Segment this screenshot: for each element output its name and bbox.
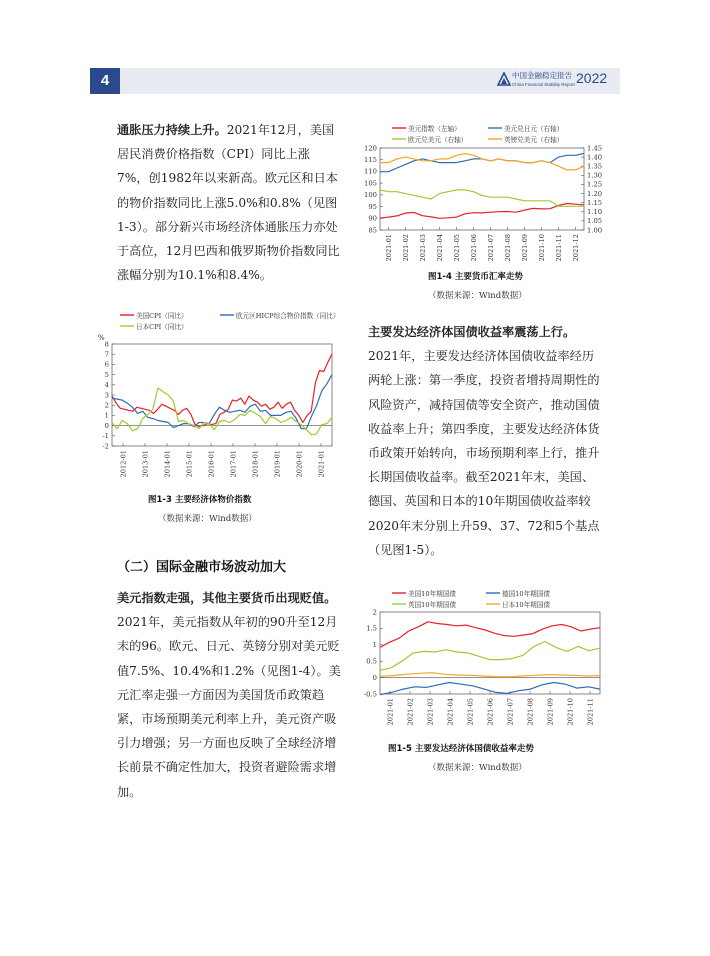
x-tick-label: 2021-12 bbox=[571, 234, 580, 262]
y-right-tick-label: 1.15 bbox=[587, 198, 603, 207]
paragraph-lead: 主要发达经济体国债收益率震荡上行。 bbox=[368, 325, 576, 339]
x-tick-label: 2012-01 bbox=[119, 450, 128, 478]
x-tick-label: 2021-11 bbox=[586, 698, 595, 726]
x-tick-label: 2021-10 bbox=[537, 234, 546, 262]
y-tick-label: 115 bbox=[364, 156, 377, 165]
x-tick-label: 2013-01 bbox=[141, 450, 150, 478]
x-tick-label: 2015-01 bbox=[185, 450, 194, 478]
x-tick-label: 2021-01 bbox=[317, 450, 326, 478]
x-tick-label: 2017-01 bbox=[229, 450, 238, 478]
x-tick-label: 2021-07 bbox=[506, 698, 515, 726]
x-tick-label: 2021-05 bbox=[466, 698, 475, 726]
y-tick-label: 0 bbox=[104, 421, 109, 430]
figure-title: 图1-3 主要经济体物价指数 bbox=[148, 495, 252, 505]
y-tick-label: 6 bbox=[104, 360, 109, 369]
legend-label: 美国10年期国债 bbox=[408, 590, 456, 598]
y-right-tick-label: 1.45 bbox=[587, 144, 603, 153]
paragraph-inflation bbox=[117, 118, 341, 287]
y-tick-label: 110 bbox=[364, 167, 377, 176]
x-tick-label: 2016-01 bbox=[207, 450, 216, 478]
y-tick-label: 105 bbox=[364, 179, 377, 188]
y-tick-label: 2 bbox=[104, 401, 109, 410]
series-line bbox=[112, 388, 332, 435]
y-right-tick-label: 1.35 bbox=[587, 162, 603, 171]
series-line bbox=[380, 673, 600, 677]
plot-frame bbox=[112, 344, 332, 446]
y-tick-label: 0 bbox=[372, 673, 377, 682]
legend-label: 美元兑日元（右轴） bbox=[504, 125, 564, 133]
header-title-en: China Financial Stability Report bbox=[512, 82, 575, 87]
series-line bbox=[380, 642, 600, 671]
y-axis-label: % bbox=[98, 334, 105, 342]
x-tick-label: 2019-01 bbox=[273, 450, 282, 478]
x-tick-label: 2021-11 bbox=[554, 234, 563, 262]
paragraph-body: 2021年，主要发达经济体国债收益率经历两轮上涨：第一季度，投资者增持周期性的风险资产，减持国债等安全资产，推动国债收益率上升；第四季度，主要发达经济体货币政策开始转向，市场预期利率上行，推升长期国债收益率。截至2021年末，美国、德国、英国和日本的10年期国债收益率较2020年末分别上升59、37、72和5个基点（见图1-5）。 bbox=[368, 349, 600, 557]
paragraph-body: 2021年12月，美国居民消费价格指数（CPI）同比上涨7%，创1982年以来新高。欧元区和日本的物价指数同比上涨5.0%和0.8%（见图1-3）。部分新兴市场经济体通胀压力亦处于高位，12月巴西和俄罗斯物价指数同比涨幅分别为10.1%和8.4%。 bbox=[117, 123, 340, 283]
x-tick-label: 2021-02 bbox=[406, 698, 415, 726]
paragraph-body: 2021年，美元指数从年初的90升至12月末的96。欧元、日元、英镑分别对美元贬值7.5%、10.4%和1.2%（见图1-4）。美元汇率走强一方面因为美国货币政策趋紧，市场预期美元利率上升，美元资产吸引力增强；另一方面也反映了全球经济增长前景不确定性加大，投资者避险需求增加。 bbox=[117, 615, 341, 799]
legend-label: 英镑兑美元（右轴） bbox=[504, 136, 564, 144]
figure-source: （数据来源：Wind数据） bbox=[428, 291, 527, 301]
y-tick-label: 1 bbox=[372, 641, 377, 650]
figure-source: （数据来源：Wind数据） bbox=[158, 514, 257, 524]
x-tick-label: 2021-01 bbox=[386, 698, 395, 726]
paragraph-dollar bbox=[117, 586, 341, 804]
y-tick-label: 85 bbox=[368, 226, 377, 235]
x-tick-label: 2020-01 bbox=[295, 450, 304, 478]
y-tick-label: -1 bbox=[102, 432, 109, 441]
chart-fig1-5 bbox=[360, 588, 614, 734]
legend-label: 日本10年期国债 bbox=[502, 601, 550, 609]
figure-title: 图1-4 主要货币汇率走势 bbox=[428, 272, 523, 282]
legend-label: 欧元兑美元（右轴） bbox=[408, 136, 468, 144]
y-tick-label: 3 bbox=[104, 391, 109, 400]
y-right-tick-label: 1.25 bbox=[587, 180, 603, 189]
x-tick-label: 2021-04 bbox=[435, 234, 444, 262]
y-tick-label: 1.5 bbox=[366, 624, 377, 633]
y-tick-label: -2 bbox=[102, 442, 109, 451]
y-tick-label: 2 bbox=[372, 608, 377, 617]
series-line bbox=[380, 622, 600, 648]
y-right-tick-label: 1.10 bbox=[587, 208, 603, 217]
x-tick-label: 2021-07 bbox=[486, 234, 495, 262]
x-tick-label: 2021-09 bbox=[520, 234, 529, 262]
series-line bbox=[380, 154, 584, 172]
x-tick-label: 2021-05 bbox=[452, 234, 461, 262]
legend-label: 英国10年期国债 bbox=[408, 601, 456, 609]
x-tick-label: 2021-01 bbox=[384, 234, 393, 262]
y-right-tick-label: 1.00 bbox=[587, 226, 603, 235]
x-tick-label: 2021-10 bbox=[566, 698, 575, 726]
y-tick-label: 1 bbox=[104, 411, 109, 420]
x-tick-label: 2021-09 bbox=[546, 698, 555, 726]
x-tick-label: 2021-08 bbox=[503, 234, 512, 262]
x-tick-label: 2021-03 bbox=[418, 234, 427, 262]
paragraph-bond-yields bbox=[368, 320, 602, 562]
chart-fig1-4 bbox=[360, 118, 614, 270]
x-tick-label: 2021-03 bbox=[426, 698, 435, 726]
section-heading: （二）国际金融市场波动加大 bbox=[117, 560, 287, 575]
y-tick-label: 95 bbox=[368, 202, 377, 211]
x-tick-label: 2021-06 bbox=[469, 234, 478, 262]
x-tick-label: 2018-01 bbox=[251, 450, 260, 478]
y-right-tick-label: 1.40 bbox=[587, 153, 603, 162]
y-tick-label: 5 bbox=[104, 370, 109, 379]
figure-title: 图1-5 主要发达经济体国债收益率走势 bbox=[388, 744, 534, 754]
series-line bbox=[380, 190, 584, 206]
y-tick-label: -0.5 bbox=[363, 690, 377, 699]
series-line bbox=[112, 354, 332, 426]
y-tick-label: 120 bbox=[364, 144, 377, 153]
legend-label: 欧元区HICP综合物价指数（同比） bbox=[236, 312, 340, 320]
legend-label: 日本CPI（同比） bbox=[136, 323, 188, 331]
legend-label: 美国CPI（同比） bbox=[136, 312, 188, 320]
x-tick-label: 2014-01 bbox=[163, 450, 172, 478]
y-tick-label: 90 bbox=[368, 214, 377, 223]
y-right-tick-label: 1.30 bbox=[587, 171, 603, 180]
page-number: 4 bbox=[90, 68, 120, 94]
y-tick-label: 8 bbox=[104, 340, 109, 349]
y-tick-label: 100 bbox=[364, 191, 377, 200]
y-right-tick-label: 1.20 bbox=[587, 189, 603, 198]
figure-source: （数据来源：Wind数据） bbox=[428, 763, 527, 773]
chart-fig1-3 bbox=[90, 302, 340, 494]
legend-label: 德国10年期国债 bbox=[502, 590, 550, 598]
x-tick-label: 2021-06 bbox=[486, 698, 495, 726]
report-logo-icon bbox=[497, 72, 511, 86]
x-tick-label: 2021-04 bbox=[446, 698, 455, 726]
x-tick-label: 2021-02 bbox=[401, 234, 410, 262]
series-line bbox=[380, 204, 584, 219]
header-year: 2022 bbox=[576, 70, 608, 86]
paragraph-lead: 通胀压力持续上升。 bbox=[117, 123, 227, 137]
header-title-cn: 中国金融稳定报告 bbox=[512, 71, 572, 80]
paragraph-lead: 美元指数走强，其他主要货币出现贬值。 bbox=[117, 591, 337, 605]
y-tick-label: 0.5 bbox=[366, 657, 377, 666]
y-tick-label: 7 bbox=[104, 350, 109, 359]
x-tick-label: 2021-08 bbox=[526, 698, 535, 726]
y-tick-label: 4 bbox=[104, 381, 109, 390]
y-right-tick-label: 1.05 bbox=[587, 217, 603, 226]
legend-label: 美元指数（左轴） bbox=[408, 125, 461, 133]
